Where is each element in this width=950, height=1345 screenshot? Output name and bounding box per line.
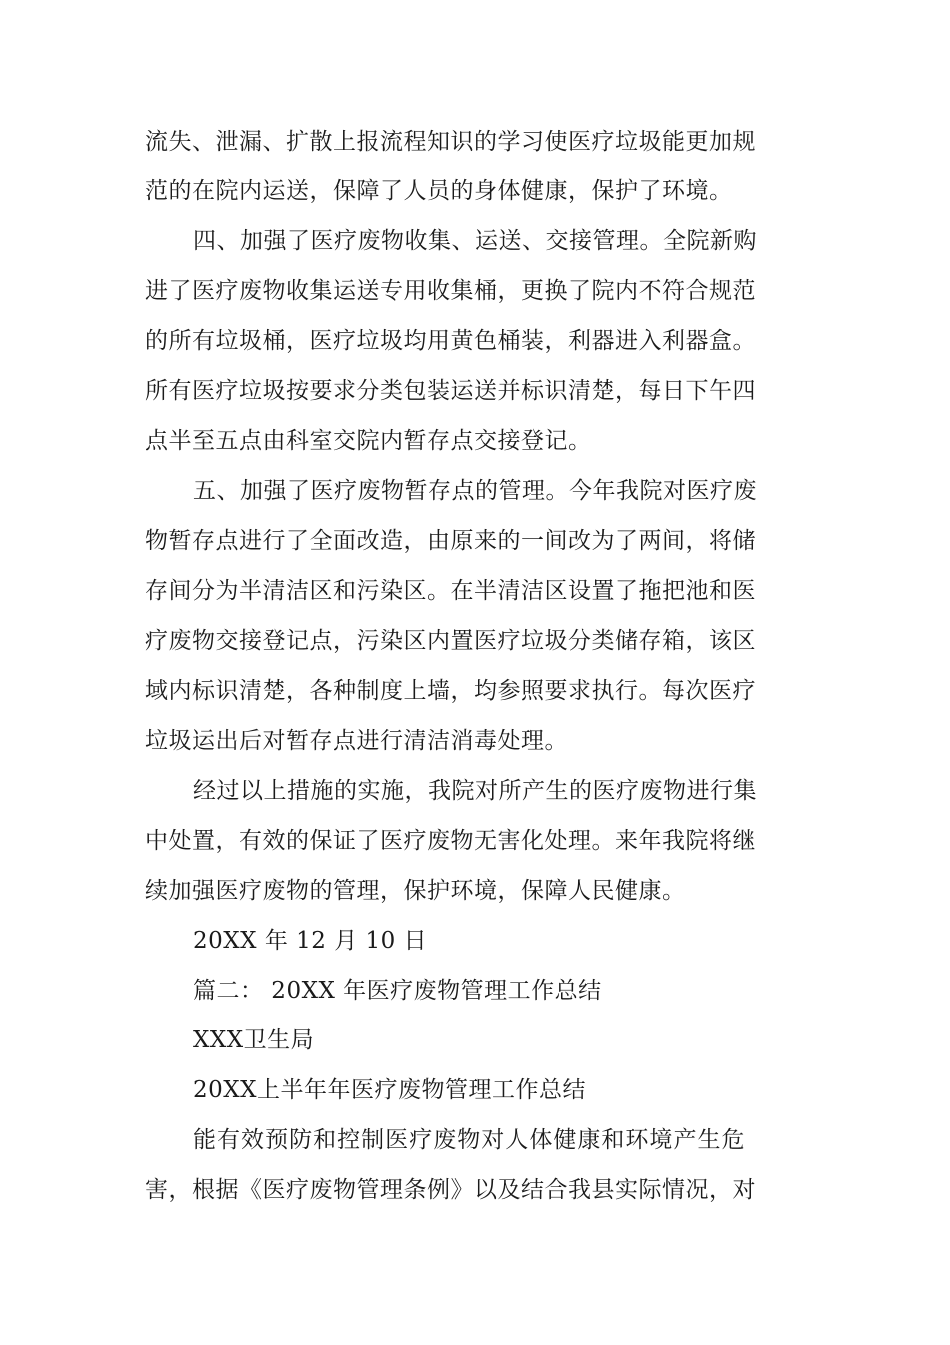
issuer-line: XXX卫生局: [193, 1027, 315, 1053]
section-heading: 篇二： 20XX 年医疗废物管理工作总结: [193, 978, 602, 1004]
body-text-line: 害，根据《医疗废物管理条例》以及结合我县实际情况，对: [145, 1177, 756, 1203]
body-text-line: 进了医疗废物收集运送专用收集桶，更换了院内不符合规范: [145, 278, 756, 304]
body-text-line: 中处置，有效的保证了医疗废物无害化处理。来年我院将继: [145, 828, 756, 854]
body-text-line: 的所有垃圾桶，医疗垃圾均用黄色桶装，利器进入利器盒。: [145, 328, 756, 354]
body-text-line: 疗废物交接登记点，污染区内置医疗垃圾分类储存箱，该区: [145, 628, 756, 654]
body-text-line: 存间分为半清洁区和污染区。在半清洁区设置了拖把池和医: [145, 578, 756, 604]
body-text-line: 垃圾运出后对暂存点进行清洁消毒处理。: [145, 728, 568, 754]
body-text-line: 所有医疗垃圾按要求分类包装运送并标识清楚，每日下午四: [145, 378, 756, 404]
body-text-line: 续加强医疗废物的管理，保护环境，保障人民健康。: [145, 878, 686, 904]
body-text-line: 点半至五点由科室交院内暂存点交接登记。: [145, 428, 592, 454]
body-text-line: 域内标识清楚，各种制度上墙，均参照要求执行。每次医疗: [145, 678, 756, 704]
paragraph-start-line: 四、加强了医疗废物收集、运送、交接管理。全院新购: [193, 228, 757, 254]
body-text-line: 流失、泄漏、扩散上报流程知识的学习使医疗垃圾能更加规: [145, 129, 756, 155]
body-text-line: 范的在院内运送，保障了人员的身体健康，保护了环境。: [145, 178, 733, 204]
body-text-line: 物暂存点进行了全面改造，由原来的一间改为了两间，将储: [145, 528, 756, 554]
document-title: 20XX上半年年医疗废物管理工作总结: [193, 1077, 587, 1103]
paragraph-start-line: 能有效预防和控制医疗废物对人体健康和环境产生危: [193, 1127, 745, 1153]
paragraph-start-line: 五、加强了医疗废物暂存点的管理。今年我院对医疗废: [193, 478, 757, 504]
paragraph-start-line: 经过以上措施的实施，我院对所产生的医疗废物进行集: [193, 778, 757, 804]
date-line: 20XX 年 12 月 10 日: [193, 928, 428, 954]
